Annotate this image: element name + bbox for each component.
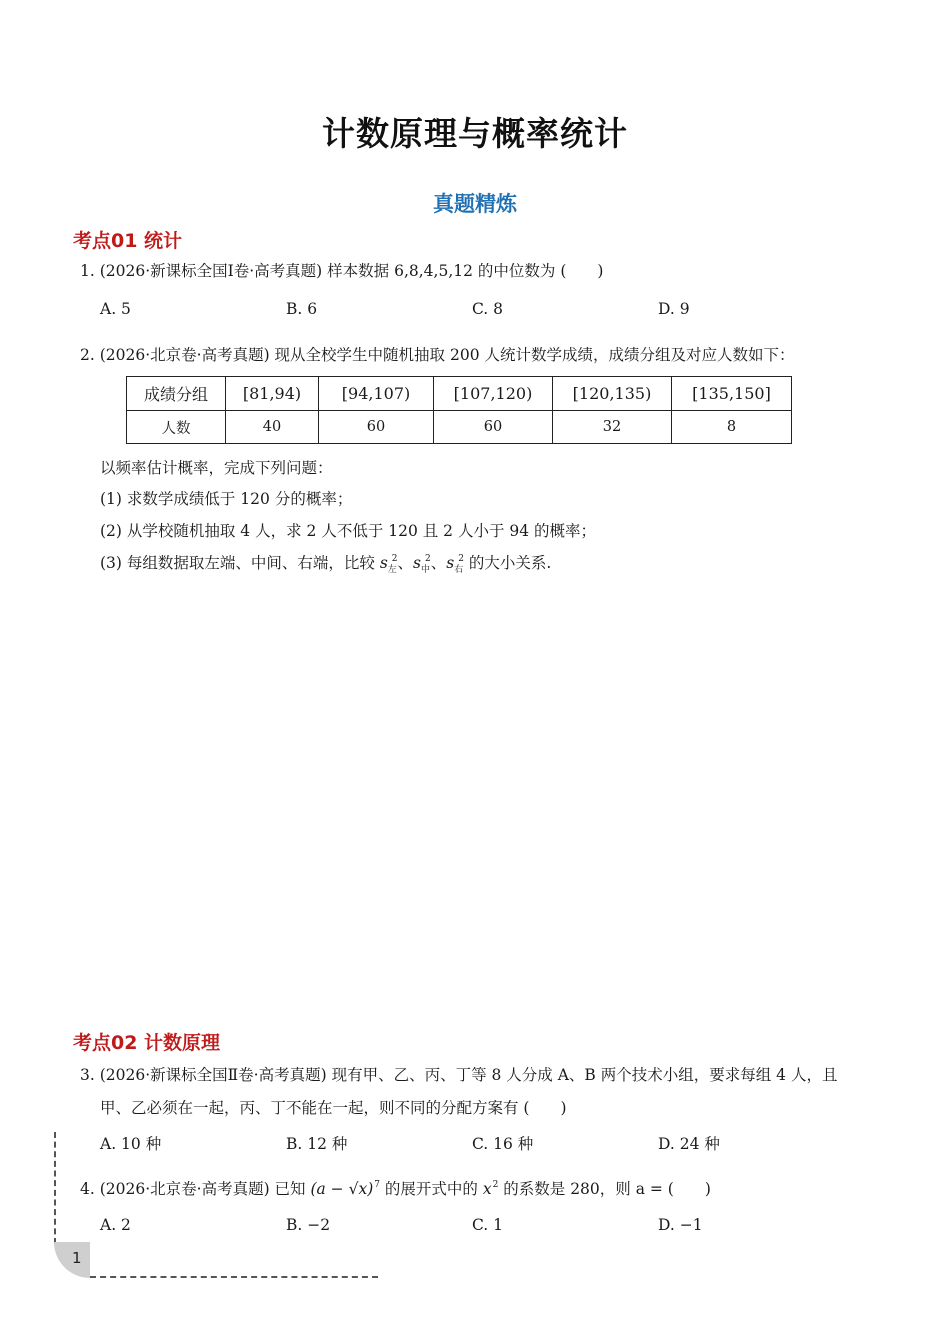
section-heading-statistics: 考点01 统计 — [73, 230, 183, 252]
variance-subscript: 中 — [421, 565, 431, 575]
variance-subscript: 右 — [454, 565, 464, 575]
question-4-prefix: 4. (2026·北京卷·高考真题) 已知 — [80, 1180, 311, 1198]
table-cell: 60 — [319, 411, 434, 444]
question-3-line-1: 3. (2026·新课标全国Ⅱ卷·高考真题) 现有甲、乙、丙、丁等 8 人分成 A、B 两个技术小组，要求每组 4 人，且 — [80, 1066, 838, 1084]
part-3-suffix: 的大小关系. — [464, 554, 552, 572]
question-4-text — [80, 1178, 711, 1203]
page-border-bottom — [90, 1276, 378, 1278]
separator: 、 — [397, 554, 414, 572]
term-power: 2 — [492, 1180, 499, 1190]
part-3-prefix: (3) 每组数据取左端、中间、右端，比较 — [100, 554, 380, 572]
question-3-option-c: C. 16 种 — [472, 1135, 534, 1153]
page-number: 1 — [72, 1249, 82, 1267]
page-number-badge — [54, 1242, 90, 1278]
table-cell: [107,120) — [434, 377, 553, 411]
table-cell: [94,107) — [319, 377, 434, 411]
question-1-option-a: A. 5 — [100, 300, 131, 318]
table-cell: [120,135) — [553, 377, 672, 411]
question-1-option-d: D. 9 — [658, 300, 690, 318]
table-header-cell: 人数 — [127, 411, 226, 444]
binomial-power: 7 — [374, 1180, 380, 1190]
question-1-option-c: C. 8 — [472, 300, 504, 318]
table-row — [127, 377, 792, 411]
question-4-mid: 的展开式中的 — [380, 1180, 483, 1198]
table-cell: [135,150] — [672, 377, 792, 411]
section-heading-counting: 考点02 计数原理 — [73, 1032, 221, 1054]
variance-symbol: s — [413, 554, 422, 572]
variance-symbol: s — [446, 554, 455, 572]
table-cell: 32 — [553, 411, 672, 444]
question-1-option-b: B. 6 — [286, 300, 318, 318]
question-2-text: 2. (2026·北京卷·高考真题) 现从全校学生中随机抽取 200 人统计数学成绩，成绩分组及对应人数如下： — [80, 346, 795, 364]
score-group-table — [126, 376, 792, 444]
table-cell: 8 — [672, 411, 792, 444]
question-2-part-1: (1) 求数学成绩低于 120 分的概率； — [100, 490, 353, 508]
question-3-option-b: B. 12 种 — [286, 1135, 348, 1153]
table-cell: [81,94) — [226, 377, 319, 411]
question-4-option-c: C. 1 — [472, 1216, 504, 1234]
variance-superscript: 2 — [391, 554, 398, 564]
term-variable: x — [482, 1180, 492, 1198]
question-4-option-d: D. −1 — [658, 1216, 703, 1234]
variance-superscript: 2 — [425, 554, 431, 564]
page-subtitle: 真题精炼 — [433, 192, 517, 216]
table-cell: 60 — [434, 411, 553, 444]
question-3-option-a: A. 10 种 — [100, 1135, 162, 1153]
question-2-intro: 以频率估计概率，完成下列问题： — [100, 459, 333, 477]
table-header-cell: 成绩分组 — [127, 377, 226, 411]
question-1-text: 1. (2026·新课标全国Ⅰ卷·高考真题) 样本数据 6,8,4,5,12 的中位数为 ( ) — [80, 262, 604, 280]
binomial-expression: (a − √x) — [310, 1180, 374, 1198]
question-4-option-b: B. −2 — [286, 1216, 331, 1234]
question-2-part-3 — [100, 551, 551, 573]
question-2-part-2: (2) 从学校随机抽取 4 人，求 2 人不低于 120 且 2 人小于 94 的概率； — [100, 522, 597, 540]
table-cell: 40 — [226, 411, 319, 444]
variance-symbol: s — [379, 554, 388, 572]
page-title: 计数原理与概率统计 — [322, 114, 628, 153]
question-3-option-d: D. 24 种 — [658, 1135, 720, 1153]
variance-subscript: 左 — [387, 565, 397, 575]
separator: 、 — [430, 554, 447, 572]
question-4-suffix: 的系数是 280，则 a = ( ) — [498, 1180, 711, 1198]
question-3-line-2: 甲、乙必须在一起，丙、丁不能在一起，则不同的分配方案有 ( ) — [100, 1099, 567, 1117]
variance-superscript: 2 — [458, 554, 464, 564]
table-row — [127, 411, 792, 444]
page-border-left — [54, 1132, 56, 1244]
question-4-option-a: A. 2 — [100, 1216, 131, 1234]
